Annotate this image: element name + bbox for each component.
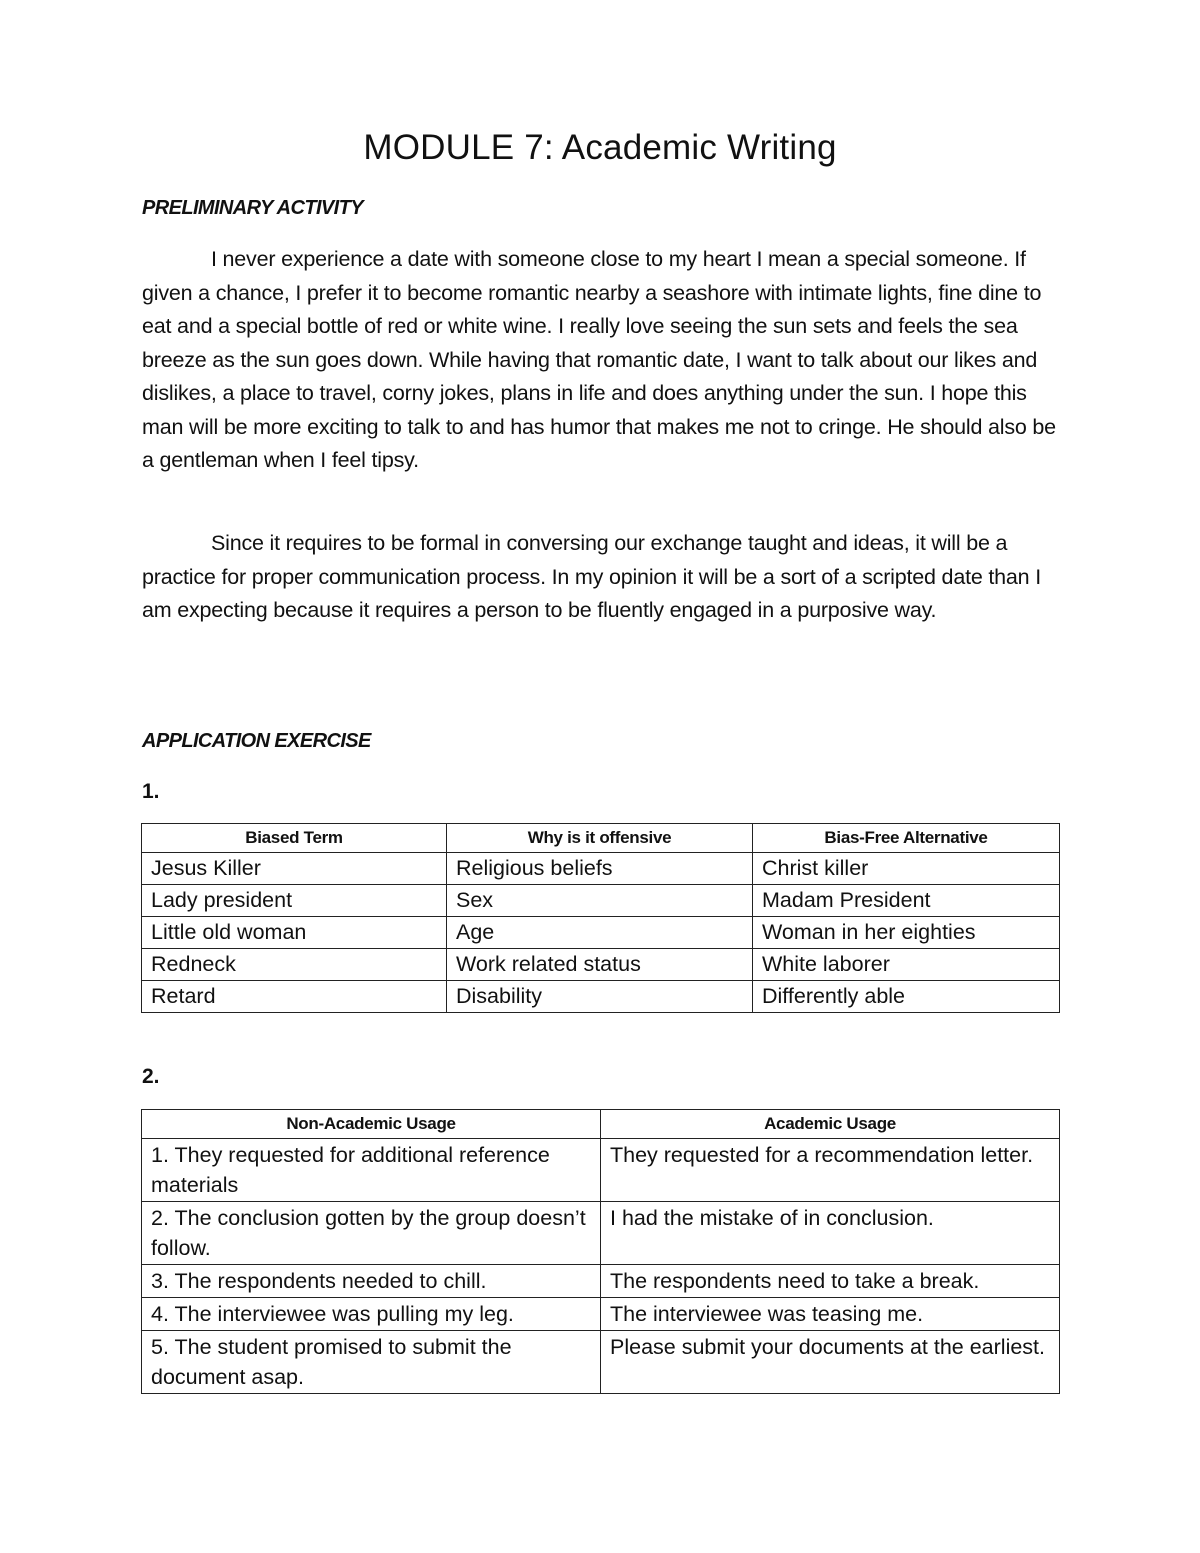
table-row — [142, 1265, 1060, 1298]
preliminary-heading: PRELIMINARY ACTIVITY — [142, 197, 363, 219]
table-header-row — [142, 1110, 1060, 1139]
table-cell: Redneck — [142, 949, 447, 981]
preliminary-paragraph-1: I never experience a date with someone close to my heart I mean a special someone. If given a chance, I prefer it to become romantic nearby a seashore with intimate lights, fine dine to eat and a special bottle of red or white wine. I really love seeing the sun sets and feels the sea breeze as the sun goes down. While having that romantic date, I want to talk about our likes and dislikes, a place to travel, corny jokes, plans in life and does anything under the sun. I hope this man will be more exciting to talk to and has humor that makes me not to cringe. He should also be a gentleman when I feel tipsy. — [142, 247, 1056, 472]
exercise-2-label: 2. — [142, 1065, 160, 1088]
table-row — [142, 1202, 1060, 1265]
table-cell: Disability — [447, 981, 753, 1013]
table-row — [142, 981, 1060, 1013]
table-row — [142, 949, 1060, 981]
table-cell: 4. The interviewee was pulling my leg. — [142, 1298, 601, 1331]
table-row — [142, 917, 1060, 949]
table-cell: Little old woman — [142, 917, 447, 949]
table-cell: White laborer — [753, 949, 1060, 981]
table-cell: Religious beliefs — [447, 853, 753, 885]
page-title: MODULE 7: Academic Writing — [363, 128, 837, 167]
table-cell: Differently able — [753, 981, 1060, 1013]
table-cell: I had the mistake of in conclusion. — [601, 1202, 1060, 1265]
table-cell: Sex — [447, 885, 753, 917]
table-header-row — [142, 824, 1060, 853]
table-cell: Please submit your documents at the earliest. — [601, 1331, 1060, 1394]
table-cell: 1. They requested for additional reference materials — [142, 1139, 601, 1202]
table-cell: The interviewee was teasing me. — [601, 1298, 1060, 1331]
biased-terms-table — [141, 823, 1060, 1013]
table-cell: Work related status — [447, 949, 753, 981]
table-cell: Madam President — [753, 885, 1060, 917]
table-row — [142, 1331, 1060, 1394]
application-heading: APPLICATION EXERCISE — [142, 730, 371, 752]
exercise-1-label: 1. — [142, 780, 160, 803]
table-cell: 3. The respondents needed to chill. — [142, 1265, 601, 1298]
table-row — [142, 885, 1060, 917]
column-header: Biased Term — [142, 824, 447, 853]
table-cell: Age — [447, 917, 753, 949]
table-cell: 5. The student promised to submit the document asap. — [142, 1331, 601, 1394]
table-row — [142, 1298, 1060, 1331]
table-row — [142, 853, 1060, 885]
table-cell: Retard — [142, 981, 447, 1013]
table-cell: Christ killer — [753, 853, 1060, 885]
table-cell: They requested for a recommendation letter. — [601, 1139, 1060, 1202]
table-cell: Woman in her eighties — [753, 917, 1060, 949]
column-header: Bias-Free Alternative — [753, 824, 1060, 853]
table-cell: Jesus Killer — [142, 853, 447, 885]
table-row — [142, 1139, 1060, 1202]
column-header: Why is it offensive — [447, 824, 753, 853]
preliminary-paragraph-2: Since it requires to be formal in conversing our exchange taught and ideas, it will be a practice for proper communication process. In my opinion it will be a sort of a scripted date than I am expecting because it requires a person to be fluently engaged in a purposive way. — [142, 531, 1041, 622]
usage-table — [141, 1109, 1060, 1394]
table-cell: 2. The conclusion gotten by the group doesn’t follow. — [142, 1202, 601, 1265]
column-header: Academic Usage — [601, 1110, 1060, 1139]
column-header: Non-Academic Usage — [142, 1110, 601, 1139]
table-cell: Lady president — [142, 885, 447, 917]
table-cell: The respondents need to take a break. — [601, 1265, 1060, 1298]
